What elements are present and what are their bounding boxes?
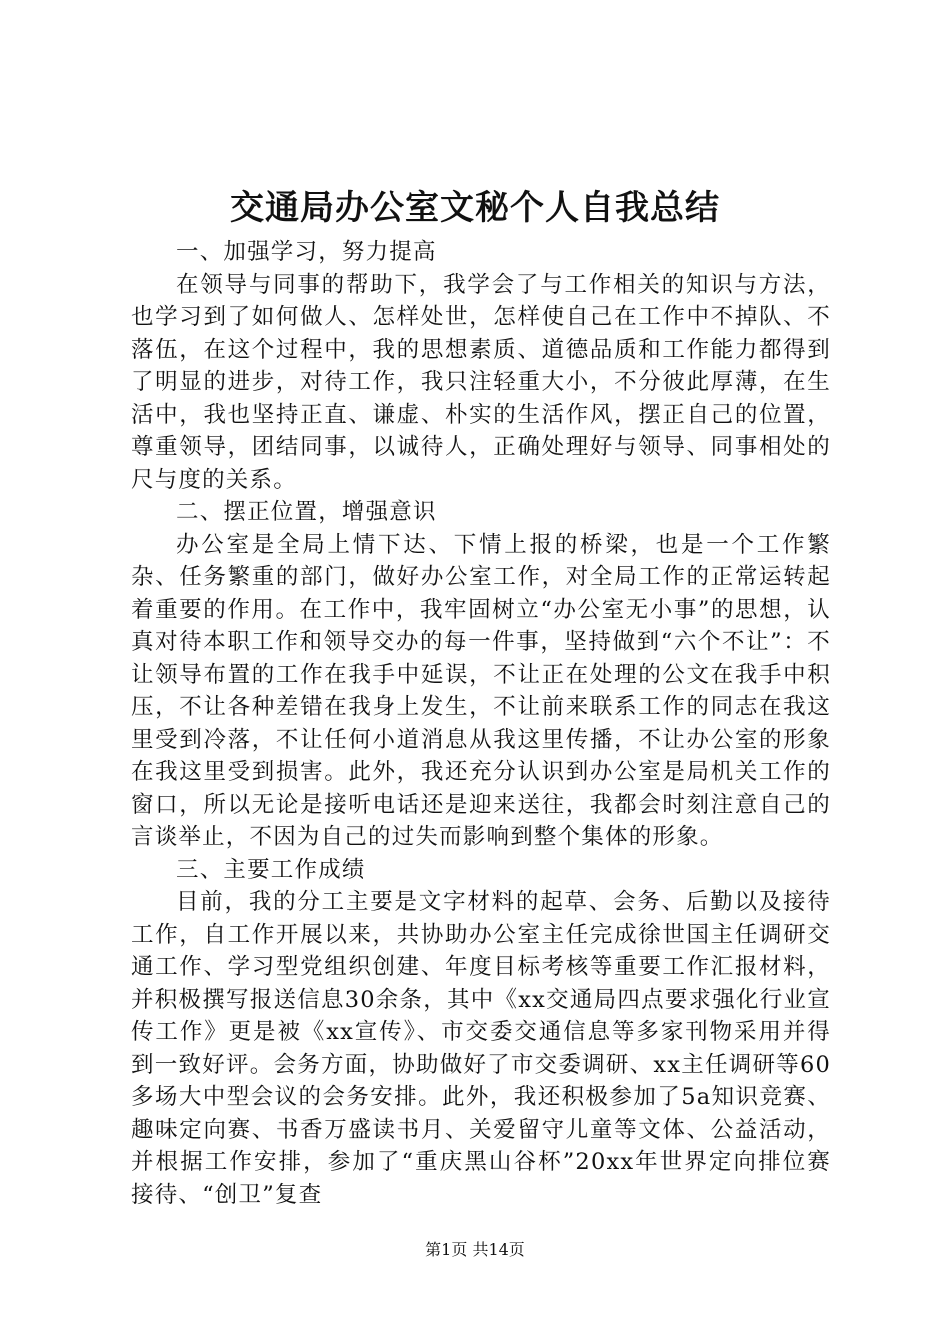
document-title: 交通局办公室文秘个人自我总结 [230, 188, 720, 228]
document-body [131, 236, 831, 1211]
section-heading-2: 二、摆正位置，增强意识 [176, 499, 437, 525]
section-heading-3: 三、主要工作成绩 [176, 856, 366, 883]
section-paragraph-2: 办公室是全局上情下达、下情上报的桥梁，也是一个工作繁杂、任务繁重的部门，做好办公室工作，对全局工作的正常运转起着重要的作用。在工作中，我牢固树立“办公室无小事”的思想，认真对待本职工作和领导交办的每一件事，坚持做到“六个不让”：不让领导布置的工作在我手中延误，不让正在处理的公文在我手中积压，不让各种差错在我身上发生，不让前来联系工作的同志在我这里受到冷落，不让任何小道消息从我这里传播，不让办公室的形象在我这里受到损害。此外，我还充分认识到办公室是局机关工作的窗口，所以无论是接听电话还是迎来送往，我都会时刻注意自己的言谈举止，不因为自己的过失而影响到整个集体的形象。 [131, 531, 831, 850]
page-number-footer: 第1页 共14页 [425, 1240, 525, 1259]
section-heading-1: 一、加强学习，努力提高 [176, 239, 437, 265]
section-paragraph-3: 目前，我的分工主要是文字材料的起草、会务、后勤以及接待工作，自工作开展以来，共协助办公室主任完成徐世国主任调研交通工作、学习型党组织创建、年度目标考核等重要工作汇报材料，并积极撰写报送信息30余条，其中《xx交通局四点要求强化行业宣传工作》更是被《xx宣传》、市交委交通信息等多家刊物采用并得到一致好评。会务方面，协助做好了市交委调研、xx主任调研等60多场大中型会议的会务安排。此外，我还积极参加了5a知识竞赛、趣味定向赛、书香万盛读书月、关爱留守儿童等文体、公益活动，并根据工作安排，参加了“重庆黑山谷杯”20xx年世界定向排位赛接待、“创卫”复查 [131, 889, 831, 1208]
section-paragraph-1: 在领导与同事的帮助下，我学会了与工作相关的知识与方法，也学习到了如何做人、怎样处世，怎样使自己在工作中不掉队、不落伍，在这个过程中，我的思想素质、道德品质和工作能力都得到了明显的进步，对待工作，我只注轻重大小，不分彼此厚薄，在生活中，我也坚持正直、谦虚、朴实的生活作风，摆正自己的位置，尊重领导，团结同事，以诚待人，正确处理好与领导、同事相处的尺与度的关系。 [131, 271, 831, 493]
